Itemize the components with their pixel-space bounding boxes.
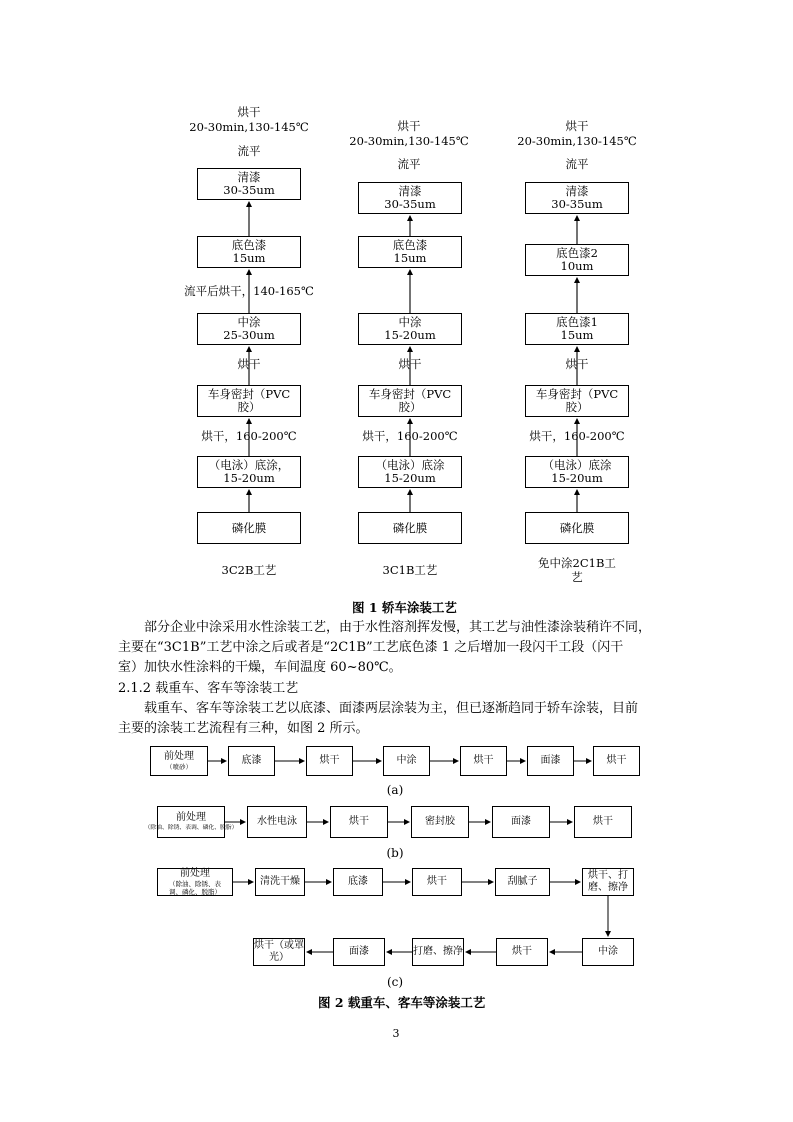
fig1-col3-connector-4: 烘干，160-200℃ xyxy=(529,429,625,443)
fig1-col2-connector-4: 烘干，160-200℃ xyxy=(362,429,458,443)
fig1-col1-connector-2: 流平后烘干，140-165℃ xyxy=(176,284,322,298)
fig1-col1-connector-4: 烘干，160-200℃ xyxy=(201,429,297,443)
fig2c-pretreatment-box: 前处理 （除油、除锈、表 调、磷化、脱脂） xyxy=(157,868,233,896)
fig2a-step-6: 烘干 xyxy=(593,746,640,776)
fig1-col3-top-line-2: 20-30min,130-145℃ xyxy=(517,134,637,148)
fig1-col2-connector-3: 烘干 xyxy=(398,357,422,371)
fig2c-row2-step-3: 面漆 xyxy=(333,938,385,966)
fig1-col1-label: 3C2B工艺 xyxy=(221,563,277,577)
fig1-col1-connector-3: 烘干 xyxy=(237,357,261,371)
page-number: 3 xyxy=(392,1027,400,1040)
fig1-col3-box-phosphate: 磷化膜 xyxy=(525,512,629,544)
fig1-col2-box-basecoat: 底色漆 15um xyxy=(358,236,462,268)
fig2c-label: (c) xyxy=(386,975,404,989)
fig1-col3-top-line-3: 流平 xyxy=(565,157,589,171)
fig2c-step-1: 清洗干燥 xyxy=(255,868,305,896)
fig2c-corner-box: 烘干、打 磨、擦净 xyxy=(582,868,634,896)
fig2c-step-4: 刮腻子 xyxy=(495,868,550,896)
fig2a-label: (a) xyxy=(386,783,404,797)
paragraph-2-line-1: 载重车、客车等涂装工艺以底漆、面漆两层涂装为主，但已逐渐趋同于轿车涂装，目前 xyxy=(144,701,639,716)
paragraph-2-line-2: 主要的涂装工艺流程有三种，如图 2 所示。 xyxy=(118,721,369,736)
fig2a-step-1: 底漆 xyxy=(228,746,275,776)
fig2a-pretreatment-box: 前处理 （喷砂） xyxy=(150,746,208,776)
fig1-col3-box-seal: 车身密封（PVC 胶） xyxy=(525,385,629,417)
fig2a-step-5: 面漆 xyxy=(527,746,574,776)
fig1-col1-top-line-2: 20-30min,130-145℃ xyxy=(189,120,309,134)
fig1-col1-box-ecoat: （电泳）底涂， 15-20um xyxy=(197,456,301,488)
fig2b-step-1: 水性电泳 xyxy=(247,806,307,838)
fig2c-topcoat-primer-box: 中涂 xyxy=(582,938,634,966)
fig1-col2-top-line-1: 烘干 xyxy=(397,119,421,133)
fig1-col3-label-line-1: 免中涂2C1B工 xyxy=(538,556,616,570)
paragraph-1-line-2: 主要在“3C1B”工艺中涂之后或者是“2C1B”工艺底色漆 1 之后增加一段闪干工段（闪干 xyxy=(118,640,624,655)
fig1-col3-box-clearcoat: 清漆 30-35um xyxy=(525,182,629,214)
fig2a-step-2: 烘干 xyxy=(306,746,353,776)
fig1-col3-box-ecoat: （电泳）底涂 15-20um xyxy=(525,456,629,488)
fig1-col1-box-seal: 车身密封（PVC 胶） xyxy=(197,385,301,417)
fig2a-step-4: 烘干 xyxy=(460,746,507,776)
fig1-col1-box-primer: 中涂 25-30um xyxy=(197,313,301,345)
fig1-col3-label-line-2: 艺 xyxy=(571,570,583,584)
fig2a-step-3: 中涂 xyxy=(383,746,430,776)
fig1-col2-top-line-2: 20-30min,130-145℃ xyxy=(349,134,469,148)
fig1-col3-top-line-1: 烘干 xyxy=(565,119,589,133)
fig1-col2-box-clearcoat: 清漆 30-35um xyxy=(358,182,462,214)
fig2b-pretreatment-box: 前处理 （除油、除锈、表调、磷化、脱脂） xyxy=(157,806,225,838)
fig1-col2-label: 3C1B工艺 xyxy=(382,563,438,577)
fig2b-step-3: 密封胶 xyxy=(411,806,469,838)
fig2b-step-5: 烘干 xyxy=(574,806,632,838)
fig1-col2-top-line-3: 流平 xyxy=(397,157,421,171)
fig1-col2-box-seal: 车身密封（PVC 胶） xyxy=(358,385,462,417)
fig2b-step-4: 面漆 xyxy=(492,806,550,838)
fig1-col1-box-basecoat: 底色漆 15um xyxy=(197,236,301,268)
fig2b-step-2: 烘干 xyxy=(330,806,388,838)
fig1-col2-box-primer: 中涂 15-20um xyxy=(358,313,462,345)
fig1-col3-connector-3: 烘干 xyxy=(565,357,589,371)
paragraph-1-line-1: 部分企业中涂采用水性涂装工艺，由于水性溶剂挥发慢，其工艺与油性漆涂装稍许不同， xyxy=(144,620,652,635)
fig2c-row2-step-2: 打磨、擦净 xyxy=(412,938,464,966)
figure-1-caption: 图 1 轿车涂装工艺 xyxy=(352,600,457,615)
fig1-col1-box-phosphate: 磷化膜 xyxy=(197,512,301,544)
fig2c-step-3: 烘干 xyxy=(412,868,462,896)
fig2c-row2-step-1: 烘干 xyxy=(496,938,548,966)
fig1-col2-box-phosphate: 磷化膜 xyxy=(358,512,462,544)
fig1-col1-top-line-3: 流平 xyxy=(237,144,261,158)
fig1-col3-box-basecoat-2: 底色漆2 10um xyxy=(525,244,629,276)
fig1-col1-box-clearcoat: 清漆 30-35um xyxy=(197,168,301,200)
fig2b-label: (b) xyxy=(386,846,404,860)
fig1-col2-box-ecoat: （电泳）底涂 15-20um xyxy=(358,456,462,488)
paragraph-1-line-3: 室）加快水性涂料的干燥，车间温度 60~80℃。 xyxy=(118,660,402,675)
section-heading-2-1-2: 2.1.2 载重车、客车等涂装工艺 xyxy=(118,681,299,696)
fig1-col1-top-line-1: 烘干 xyxy=(237,105,261,119)
fig2c-step-2: 底漆 xyxy=(333,868,383,896)
figure-2-caption: 图 2 载重车、客车等涂装工艺 xyxy=(318,995,486,1010)
fig2c-last-box: 烘干（或罩 光） xyxy=(253,938,305,966)
fig1-col3-box-basecoat-1: 底色漆1 15um xyxy=(525,313,629,345)
